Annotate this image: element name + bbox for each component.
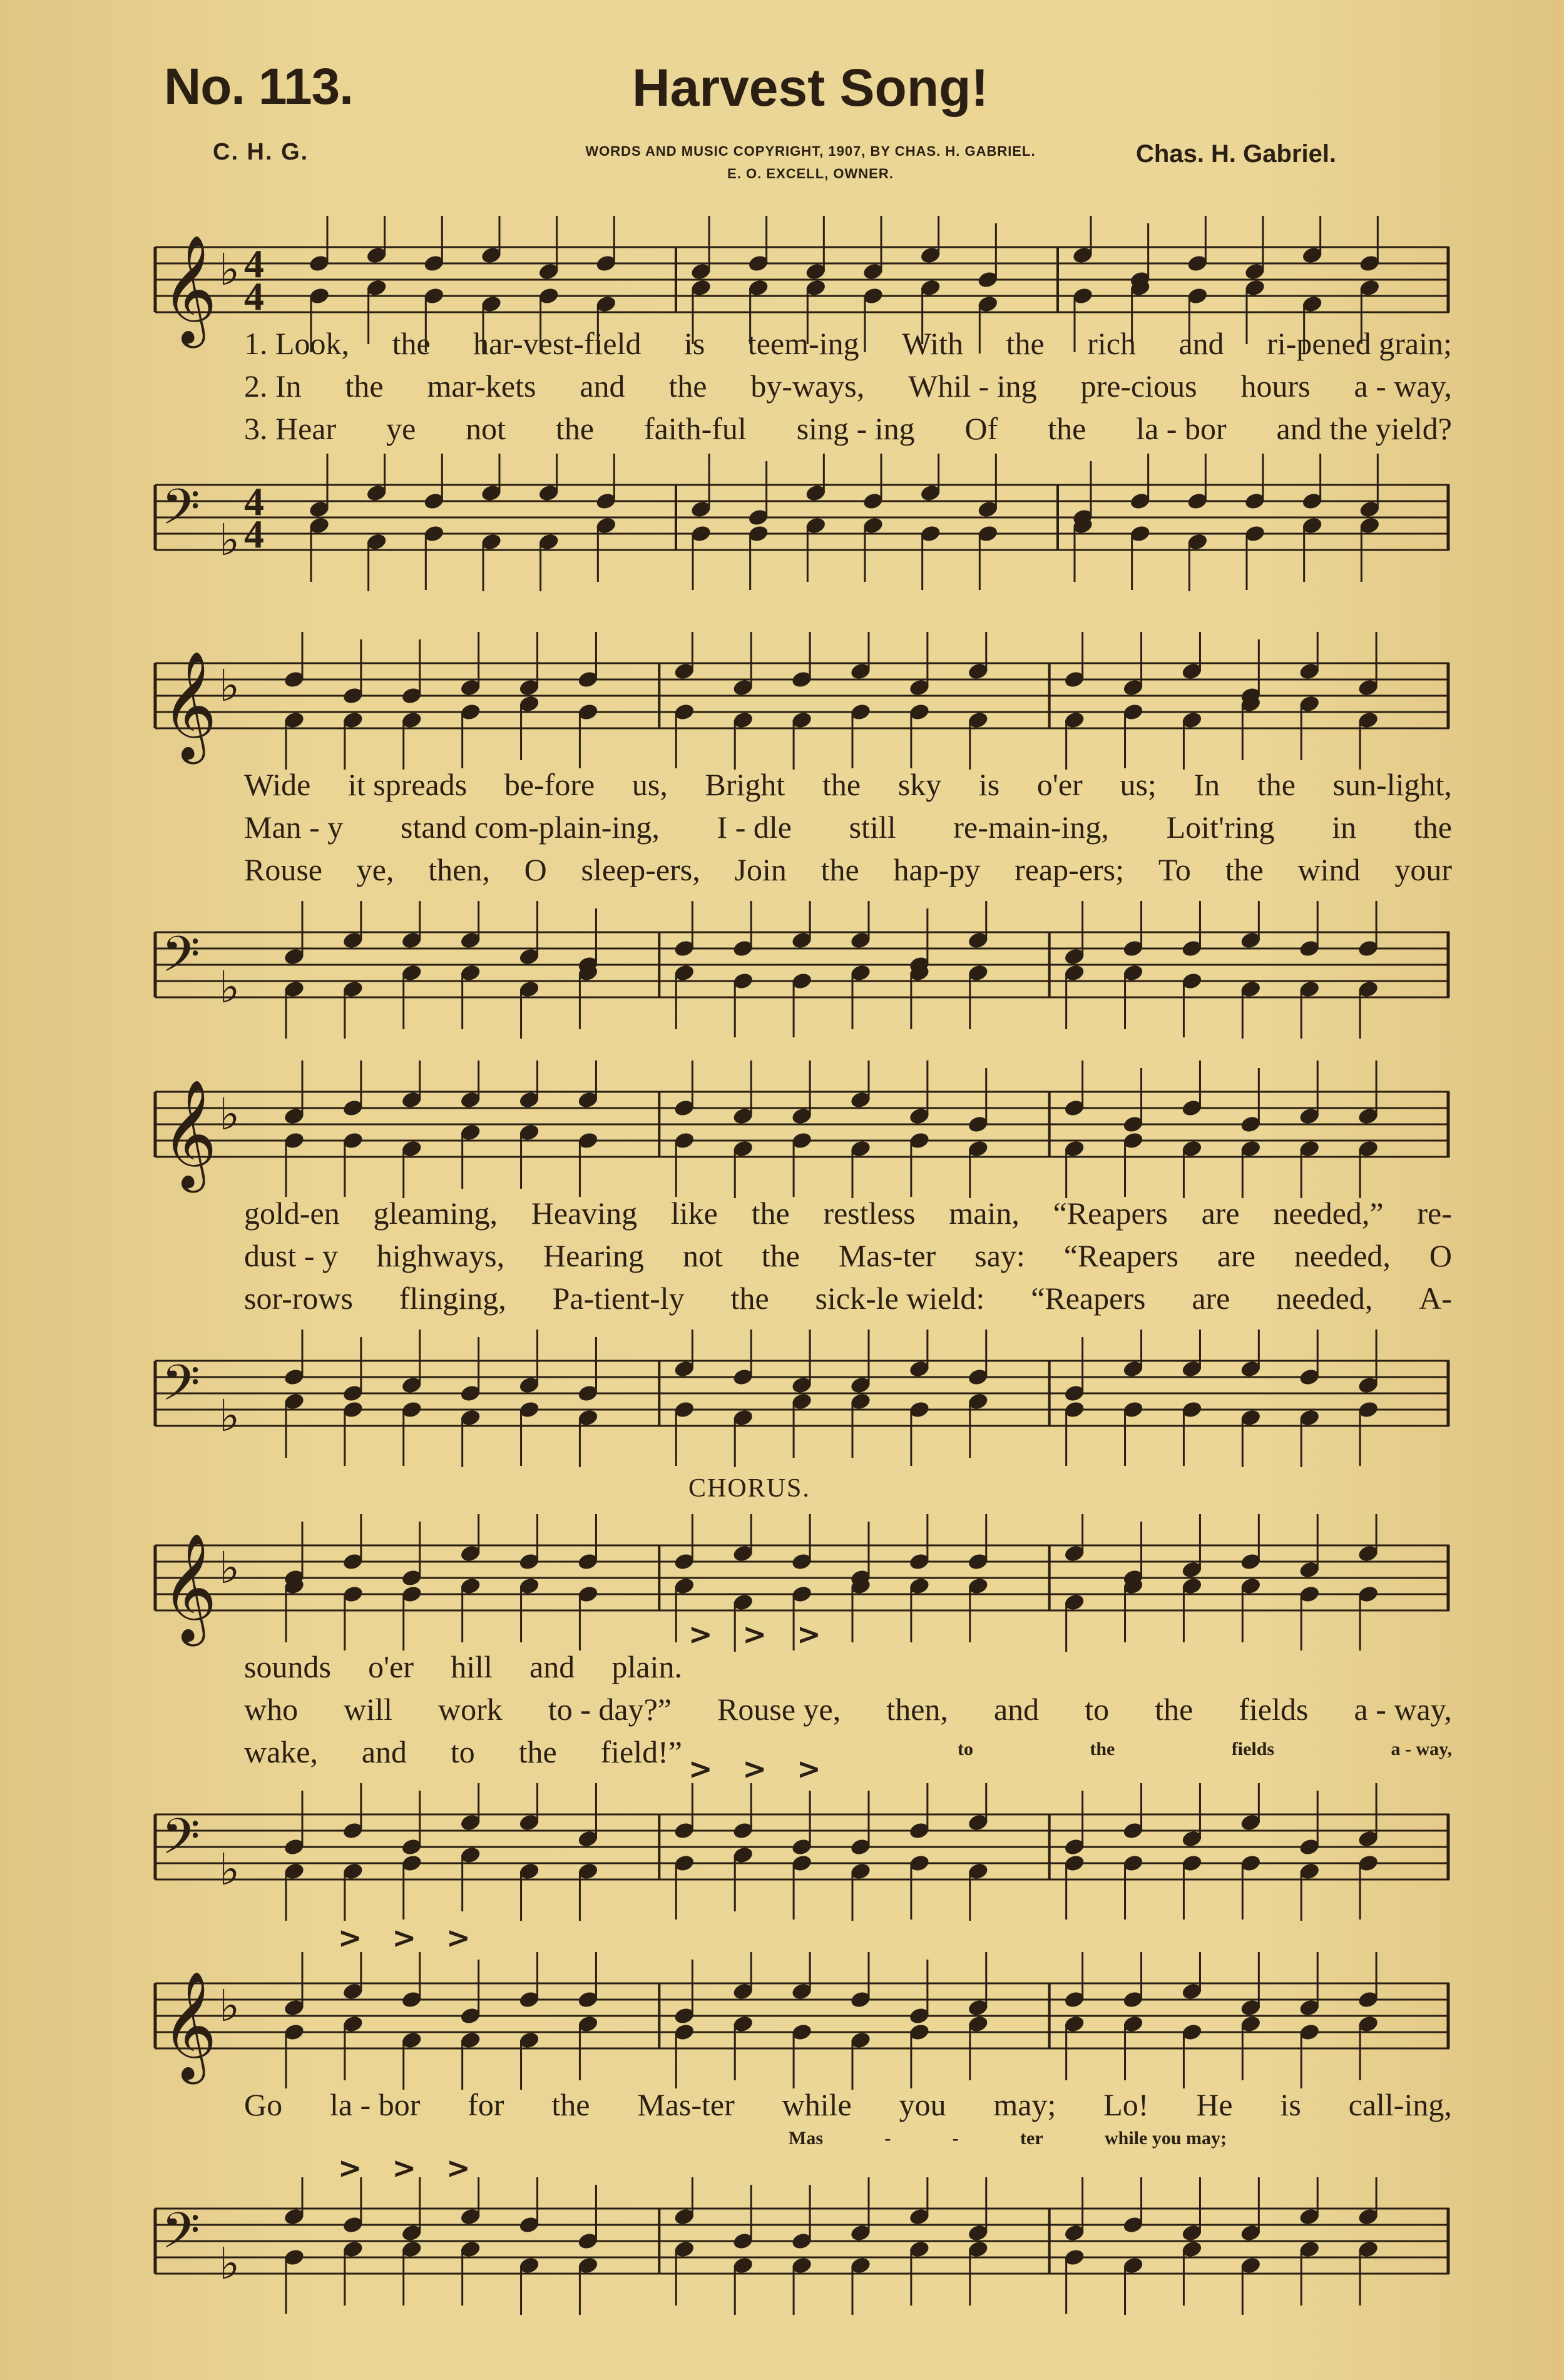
accent-marks: >>> [338, 1921, 501, 1955]
lyric-line [244, 407, 1452, 450]
flat-key-signature-icon: ♭ [219, 244, 240, 295]
lyric-word: the [1006, 326, 1045, 361]
lyric-word: to - day?” [548, 1692, 672, 1727]
lyric-word: He [1196, 2087, 1233, 2122]
lyric-word: are [1217, 1238, 1255, 1273]
flat-key-signature-icon: ♭ [219, 1390, 240, 1442]
bass-clef-icon: 𝄢 [161, 1808, 200, 1878]
lyric-line [244, 848, 1452, 891]
lyric-word: needed, [1294, 1238, 1391, 1273]
lyric-word: is [1280, 2087, 1301, 2122]
words-credit: C. H. G. [213, 139, 309, 165]
lyric-line [244, 2083, 1452, 2126]
lyric-word: and [580, 369, 625, 404]
treble-clef-icon: 𝄞 [161, 651, 217, 760]
lyric-word: the [1048, 411, 1086, 446]
treble-staff [150, 1514, 1452, 1642]
lyric-word: a - way, [1354, 369, 1452, 404]
lyric-word: say: [974, 1238, 1025, 1273]
lyric-word: may; [993, 2087, 1056, 2122]
lyric-word: highways, [376, 1238, 505, 1273]
time-signature-top: 4 [244, 242, 264, 286]
lyric-word: mar-kets [427, 369, 536, 404]
lyric-word: “Reapers [1031, 1281, 1146, 1316]
lyric-word: hill [451, 1649, 493, 1684]
bass-staff [150, 1783, 1452, 1896]
lyric-word: sky [897, 767, 942, 802]
lyric-word: to [450, 1734, 475, 1769]
lyric-word: re- [1417, 1196, 1452, 1231]
lyric-word: faith-ful [643, 411, 747, 446]
lyric-word: Heaving [531, 1196, 638, 1231]
lyric-word: then, [886, 1692, 948, 1727]
lyric-word: by-ways, [750, 369, 865, 404]
lyric-word: in [1332, 810, 1357, 845]
lyric-word: plain. [611, 1649, 682, 1684]
time-signature-bottom: 4 [244, 512, 264, 556]
lyric-word: Wide [244, 767, 311, 802]
lyric-word: the [551, 2087, 590, 2122]
hymn-title: Harvest Song! [632, 58, 989, 117]
flat-key-signature-icon: ♭ [219, 1844, 240, 1895]
chorus-label: CHORUS. [688, 1474, 810, 1503]
lyric-word: Man - y [244, 810, 344, 845]
treble-clef-icon: 𝄞 [161, 1533, 217, 1642]
lyric-line [244, 1688, 1452, 1731]
lyrics-system-4 [244, 1645, 1452, 1769]
flat-key-signature-icon: ♭ [219, 1089, 240, 1140]
bass-staff [150, 1330, 1452, 1442]
lyric-word: Go [244, 2087, 283, 2122]
echo-word: ter [1020, 2128, 1043, 2149]
lyric-word: who [244, 1692, 299, 1727]
lyric-word: Loit'ring [1166, 810, 1275, 845]
treble-staff-lines [150, 1060, 1452, 1198]
bass-staff-lines [150, 1783, 1452, 1921]
lyric-word: Lo! [1103, 2087, 1149, 2122]
lyric-word: you [899, 2087, 946, 2122]
lyric-word: us; [1120, 767, 1157, 802]
echo-word: while you may; [1105, 2128, 1227, 2149]
lyric-word: To [1158, 852, 1191, 887]
lyric-word: it spreads [347, 767, 468, 802]
lyric-word: a - way, [1354, 1692, 1452, 1727]
lyric-word: pre-cious [1080, 369, 1197, 404]
lyric-word: ri-pened grain; [1267, 326, 1452, 361]
treble-staff [150, 1060, 1452, 1188]
lyric-word: sing - ing [796, 411, 915, 446]
lyric-word: the [345, 369, 384, 404]
lyric-word: 1. Look, [244, 326, 350, 361]
lyric-word: ye, [356, 852, 394, 887]
lyric-word: then, [428, 852, 490, 887]
lyric-word: hours [1240, 369, 1311, 404]
lyric-word: field!” [600, 1734, 682, 1769]
lyric-word: are [1192, 1281, 1230, 1316]
bass-staff-lines [150, 901, 1452, 1039]
lyric-word: Whil - ing [908, 369, 1037, 404]
lyric-word: the [820, 852, 859, 887]
lyric-word: and the yield? [1276, 411, 1452, 446]
lyric-word: 2. In [244, 369, 302, 404]
lyric-word: the [555, 411, 595, 446]
time-signature-top: 4 [244, 479, 264, 524]
lyric-word: In [1193, 767, 1220, 802]
lyric-word: fields [1239, 1692, 1309, 1727]
flat-key-signature-icon: ♭ [219, 514, 240, 566]
lyric-word: work [438, 1692, 503, 1727]
lyric-word: la - bor [329, 2087, 421, 2122]
lyric-line [244, 1192, 1452, 1234]
bass-staff-lines [150, 454, 1452, 591]
lyric-word: main, [949, 1196, 1020, 1231]
lyric-word: sor-rows [244, 1281, 353, 1316]
bass-echo-lyric [789, 2126, 1227, 2151]
lyric-word: rich [1087, 326, 1136, 361]
lyric-word: not [466, 411, 506, 446]
lyric-word: wake, [244, 1734, 318, 1769]
lyric-word: will [344, 1692, 392, 1727]
accent-marks: >>> [688, 1752, 851, 1786]
flat-key-signature-icon: ♭ [219, 660, 240, 711]
lyric-word: reap-ers; [1015, 852, 1125, 887]
lyric-word: gleaming, [373, 1196, 498, 1231]
lyric-word: With [902, 326, 964, 361]
lyric-line [244, 365, 1452, 407]
lyric-line [244, 322, 1452, 365]
lyric-word: and [529, 1649, 575, 1684]
copyright-notice [482, 140, 1139, 185]
treble-staff-lines [150, 1952, 1452, 2090]
lyrics-system-3 [244, 1192, 1452, 1320]
lyrics-system-1 [244, 322, 1452, 450]
flat-key-signature-icon: ♭ [219, 962, 240, 1013]
lyric-word: your [1394, 852, 1452, 887]
echo-word: to [958, 1739, 973, 1759]
lyric-word: is [978, 767, 1000, 802]
lyric-word: the [1413, 810, 1452, 845]
lyric-word: Rouse ye, [717, 1692, 841, 1727]
lyric-word: like [670, 1196, 718, 1231]
treble-clef-icon: 𝄞 [161, 1971, 217, 2080]
lyric-word: har-vest-field [473, 326, 641, 361]
lyric-line [244, 763, 1452, 806]
lyric-word: Pa-tient-ly [552, 1281, 685, 1316]
echo-word: Mas [789, 2128, 823, 2149]
lyric-word: Rouse [244, 852, 322, 887]
lyric-word: Mas-ter [637, 2087, 735, 2122]
composer-credit: Chas. H. Gabriel. [1136, 140, 1337, 168]
lyric-word: O [524, 852, 547, 887]
lyric-word: sun-light, [1332, 767, 1452, 802]
accent-marks: >>> [688, 1617, 851, 1651]
bass-clef-icon: 𝄢 [161, 1354, 200, 1424]
lyric-word: for [468, 2087, 504, 2122]
lyric-word: needed,” [1273, 1196, 1384, 1231]
lyric-word: needed, [1276, 1281, 1373, 1316]
bass-echo-lyric [958, 1737, 1452, 1762]
copyright-line: WORDS AND MUSIC COPYRIGHT, 1907, BY CHAS. H. GABRIEL. [585, 143, 1036, 159]
treble-staff [150, 632, 1452, 760]
lyric-word: are [1201, 1196, 1240, 1231]
treble-staff [150, 1952, 1452, 2080]
lyric-word: dust - y [244, 1238, 338, 1273]
lyric-word: the [392, 326, 431, 361]
lyric-word: the [751, 1196, 790, 1231]
flat-key-signature-icon: ♭ [219, 2238, 240, 2289]
bass-staff [150, 2177, 1452, 2290]
lyric-word: Of [964, 411, 998, 446]
lyric-word: re-main-ing, [953, 810, 1109, 845]
lyric-word: sick-le wield: [815, 1281, 985, 1316]
lyric-word: still [849, 810, 896, 845]
bass-clef-icon: 𝄢 [161, 925, 200, 995]
lyric-word: o'er [1036, 767, 1083, 802]
lyric-word: hap-py [893, 852, 981, 887]
lyric-word: restless [823, 1196, 916, 1231]
lyric-word: wind [1297, 852, 1361, 887]
lyric-word: the [761, 1238, 800, 1273]
bass-clef-icon: 𝄢 [161, 2202, 200, 2272]
treble-staff-lines [150, 632, 1452, 770]
lyric-word: “Reapers [1063, 1238, 1178, 1273]
echo-word: - [952, 2128, 959, 2149]
flat-key-signature-icon: ♭ [219, 1542, 240, 1594]
lyric-word: and [1178, 326, 1224, 361]
lyric-line [244, 1731, 682, 1773]
lyric-word: us, [631, 767, 668, 802]
lyric-word: stand com-plain-ing, [401, 810, 660, 845]
lyric-word: while [782, 2087, 852, 2122]
bass-staff [150, 901, 1452, 1014]
lyric-word: call-ing, [1348, 2087, 1452, 2122]
hymn-number: No. 113. [164, 58, 353, 115]
lyric-word: sounds [244, 1649, 331, 1684]
lyric-word: A- [1419, 1281, 1452, 1316]
echo-word: the [1090, 1739, 1115, 1759]
lyric-word: not [682, 1238, 723, 1273]
bass-staff [150, 454, 1452, 566]
bass-staff-lines [150, 2177, 1452, 2315]
lyric-word: the [730, 1281, 769, 1316]
accent-marks: >>> [338, 2151, 501, 2185]
lyric-line [244, 806, 1452, 848]
echo-word: a - way, [1391, 1739, 1452, 1759]
lyric-word: 3. Hear [244, 411, 337, 446]
lyric-word: Mas-ter [838, 1238, 936, 1273]
lyric-line [244, 1645, 682, 1688]
lyric-word: la - bor [1136, 411, 1227, 446]
time-signature-bottom: 4 [244, 274, 264, 318]
treble-staff [150, 216, 1452, 343]
lyric-word: Bright [705, 767, 785, 802]
bass-clef-icon: 𝄢 [161, 478, 200, 548]
flat-key-signature-icon: ♭ [219, 1980, 240, 2032]
lyric-word: O [1429, 1238, 1452, 1273]
lyric-word: flinging, [399, 1281, 506, 1316]
treble-clef-icon: 𝄞 [161, 1079, 217, 1188]
lyric-word: o'er [368, 1649, 414, 1684]
lyric-word: teem-ing [747, 326, 859, 361]
lyric-word: I - dle [717, 810, 792, 845]
copyright-owner: E. O. EXCELL, OWNER. [727, 166, 894, 181]
echo-word: fields [1231, 1739, 1275, 1759]
lyric-word: the [518, 1734, 557, 1769]
lyrics-system-5 [244, 2083, 1452, 2151]
lyric-word: “Reapers [1053, 1196, 1168, 1231]
lyric-word: the [822, 767, 861, 802]
lyric-line [244, 1234, 1452, 1277]
lyric-word: to [1085, 1692, 1110, 1727]
lyric-word: is [684, 326, 705, 361]
lyric-word: the [1155, 1692, 1193, 1727]
lyric-word: Hearing [543, 1238, 645, 1273]
lyric-word: gold-en [244, 1196, 340, 1231]
lyric-word: Join [734, 852, 787, 887]
lyric-word: sleep-ers, [581, 852, 700, 887]
treble-clef-icon: 𝄞 [161, 235, 217, 343]
lyrics-system-2 [244, 763, 1452, 891]
lyric-word: be-fore [504, 767, 595, 802]
lyric-word: and [361, 1734, 407, 1769]
bass-staff-lines [150, 1330, 1452, 1467]
lyric-word: ye [386, 411, 416, 446]
lyric-word: the [1257, 767, 1296, 802]
echo-word: - [884, 2128, 891, 2149]
lyric-word: and [993, 1692, 1040, 1727]
lyric-word: the [1225, 852, 1264, 887]
lyric-word: the [668, 369, 707, 404]
lyric-line [244, 1277, 1452, 1320]
